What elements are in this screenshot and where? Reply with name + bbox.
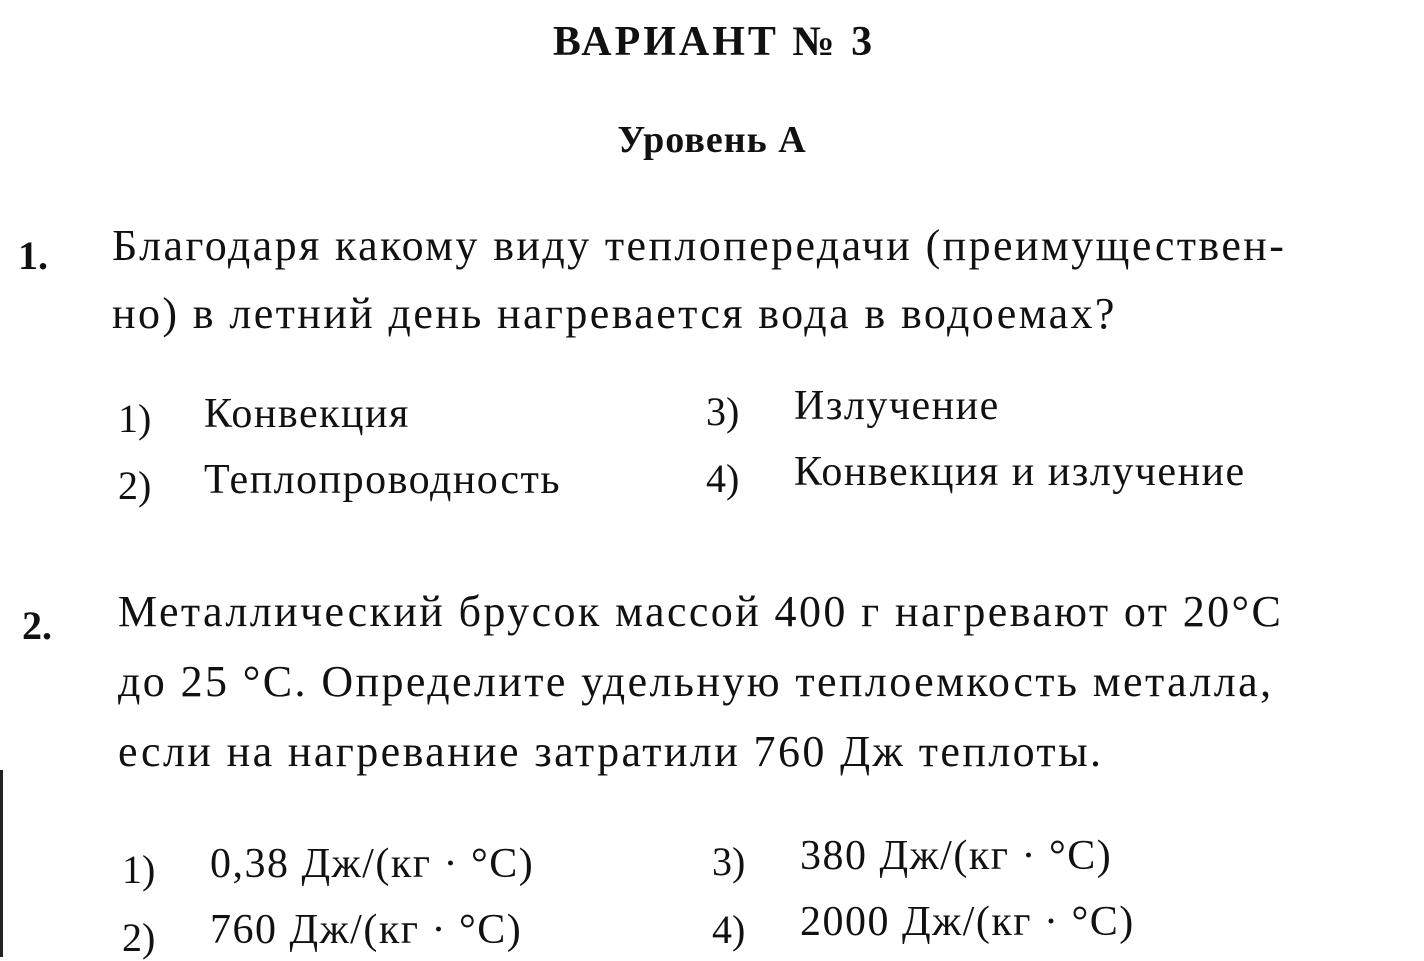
- scan-edge-line: [0, 770, 3, 957]
- question-text-line: Благодаря какому виду теплопередачи (преимуществен-: [112, 221, 1287, 270]
- level-heading: Уровень А: [617, 119, 807, 161]
- question-number: 2.: [22, 603, 52, 648]
- option-number: 3): [712, 839, 746, 884]
- question-text-line: до 25 °С. Определите удельную теплоемкость металла,: [118, 657, 1274, 706]
- answer-option: 0,38 Дж/(кг · °С): [210, 841, 535, 887]
- option-number: 1): [122, 847, 156, 892]
- answer-option: 760 Дж/(кг · °С): [210, 907, 523, 953]
- option-number: 4): [706, 456, 740, 501]
- answer-option: Конвекция и излучение: [794, 449, 1246, 495]
- answer-option: Конвекция: [204, 391, 410, 437]
- answer-option: 2000 Дж/(кг · °С): [800, 899, 1135, 945]
- option-number: 2): [118, 463, 152, 508]
- option-number: 2): [122, 915, 156, 960]
- question-text-line: Металлический брусок массой 400 г нагревают от 20°С: [118, 587, 1284, 636]
- option-number: 3): [706, 389, 740, 434]
- question-text-line: если на нагревание затратили 760 Дж теплоты.: [118, 727, 1104, 776]
- option-number: 4): [712, 907, 746, 952]
- question-number: 1.: [18, 233, 48, 278]
- page-title: ВАРИАНТ № 3: [552, 19, 876, 65]
- answer-option: Излучение: [794, 383, 1000, 429]
- question-text-line: но) в летний день нагревается вода в водоемах?: [112, 289, 1117, 338]
- answer-option: 380 Дж/(кг · °С): [800, 833, 1113, 879]
- answer-option: Теплопроводность: [204, 457, 561, 503]
- option-number: 1): [118, 396, 152, 441]
